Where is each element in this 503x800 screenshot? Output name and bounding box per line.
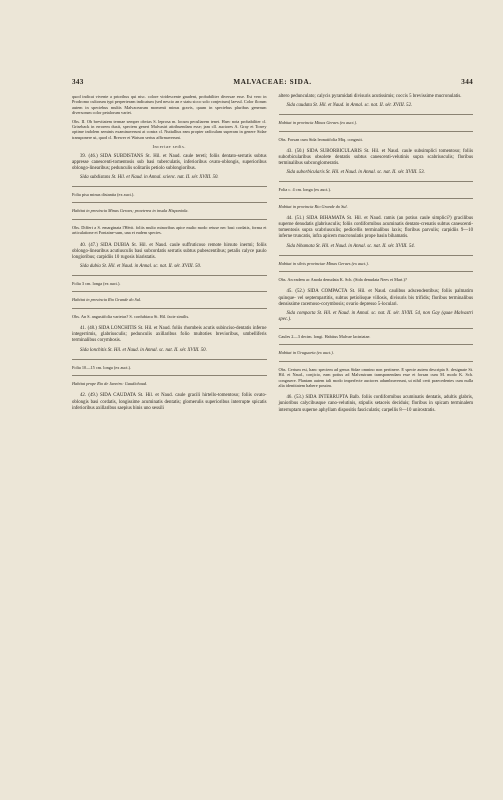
divider	[72, 359, 267, 360]
species-entry-41: 41. (48.) SIDA LONCHITIS St. Hil. et Naud. foliis rhombeis acutis subinciso-dentatis inferne integerrimis, glabriusculis; pedunculis axillaribus folio multoties brevioribus, umbelliferis terminalibus corymbosis.	[72, 326, 267, 344]
habitat-39: Habitat in provincia Minas Geraes; praeterea in insula Hispaniola.	[72, 208, 189, 214]
synonym-40: Sida dubia St. Hil. et Naud. in Annal. sc. nat. II. sér. XVIII. 50.	[80, 263, 202, 269]
right-column	[279, 94, 474, 417]
note-40: Folia 3 cm. longa (ex auct.).	[72, 281, 121, 287]
obs-42: Obs. Forsan cum Sida leonatifolia Miq. congruit.	[278, 136, 363, 142]
note-43: Folia c. 4 cm. longa (ex auct.).	[278, 187, 332, 193]
divider	[279, 328, 474, 329]
left-column	[72, 94, 267, 417]
habitat-43: Habitat in provincia Rio Grande do Sul.	[278, 203, 348, 209]
habitat-40: Habitat in provincia Rio Grande do Sul.	[72, 297, 142, 303]
species-entry-45: 45. (52.) SIDA COMPACTA St. Hil. et Naud. caulibus adscendentibus; foliis palmatim quinque- vel septempartitis, subtus petiolisque villosis, divisuris bis trifidis; floribus terminalibus densissime racemoso-corymbosis; ovario depresso 5-loculari.	[278, 289, 473, 307]
species-entry-40: 40. (47.) SIDA DUBIA St. Hil. et Naud. caule suffruticoso remote hirsuto inermi; foliis oblongo-linearibus acutiusculis basi subcordatis serratis subtus pubescentibus; petalis calyce paulo longioribus; carpidiis 10 rugosis biaristatis.	[72, 242, 267, 260]
species-entry-42: 42. (49.) SIDA CAUDATA St. Hil. et Naud. caule gracili hirtello-tomentoso; foliis ovato-oblongis basi cordatis, longissime acuminatis dentatis; glomerulis superioribus interrupte spicatis inferioribus axillaribus saepius binis uno sessili	[72, 393, 267, 411]
divider	[72, 186, 267, 187]
divider	[279, 198, 474, 199]
divider	[279, 271, 474, 272]
obs-39: Obs. Differt a S. emarginata l'Hérit. foliis multo minoribus apice multo modo retuse nec basi cordatis, forma et articulatione et Fontaine-sum, una et eadem species.	[72, 224, 267, 236]
synonym-39: Sida subdistans St. Hil. et Naud. in Annal. scienc. nat. II. sér. XVIII. 50.	[80, 174, 219, 180]
species-entry-44: 44. (51.) SIDA BIHAMATA St. Hil. et Naud. ramis (an potius caule simplici?) gracilibus superne denudatis glabriusculis; foliis cordiformibus acuminatis dentato-crenatis subtus canescenti-tomentosis supra scabriusculis; pedicellis terminalibus laxis; floribus parvulis; carpidiis 9—10 inferne truncatis, infra apicem mucronulatis prope basin bihamatis.	[278, 216, 473, 240]
divider	[72, 291, 267, 292]
species-entry-46: 46. (53.) SIDA INTERRUPTA Balb. foliis cordiformibus acuminatis dentatis, adultis glabris, junioribus calycibusque cano-velutinis, stipulis setaceis deciduis; floribus in spicam terminalem interruptam superne aphyllam dispositis fasciculatis; carpellis 8—10 unirostratis.	[278, 395, 473, 413]
note-41: Folia 10—15 cm. longa (ex auct.).	[72, 364, 132, 370]
divider	[279, 255, 474, 256]
page-number-right: 344	[461, 78, 473, 86]
divider	[72, 275, 267, 276]
divider	[279, 181, 474, 182]
running-title: MALVACEAE: SIDA.	[233, 78, 312, 86]
habitat-41: Habitat prope Rio de Janeiro: Gaudichaud.	[72, 381, 148, 387]
obs-40: Obs. An S. angustifolia varietas? S. cordubiaca St. Hil. facie similis.	[72, 313, 190, 319]
divider	[72, 219, 267, 220]
divider	[279, 114, 474, 115]
species-entry-39: 39. (46.) SIDA SUBDISTANS St. Hil. et Naud. caule tereti; foliis dentato-serratis subtus appresse canescenti-tomentosis sub basi tuberculatis, inferioribus ovato-oblongis, superioribus oblongo-linearibus; pedunculis solitariis petiolo sublongioribus.	[72, 153, 267, 171]
observation-paragraph: Obs. II. Ob brevitatem termae semper obvias S. leprosa m. locum peculiarem tenet. Haec nota probabiliter cl. Griseback in errorem duxit, speciem generi Malvastri attribuendam esse; jam cll. auctores A. Gray et Torrey optime indolem seminis examinaverunt at contra cl. Nuttallius eam propter radiculam superam in genere Sidae transponere ut, quod cl. Brewer et Watson serius affirmaverunt.	[72, 118, 267, 140]
divider	[72, 202, 267, 203]
running-header	[72, 78, 473, 86]
obs-45: Obs. Certum est, hanc speciem ad genus Sidae omnino non pertinere. E specie autem descripta S. designate St. Hil. et Naud., conjicio, eam potius ad Malvastrum transponendam esse et forsan cum M. modo K. Sch. congruere. Plantam autem tali modo imperfecte auctores adumbraverunt, ut nihil certi praecedentes cum nulla alia identitatem habere possim.	[278, 366, 473, 388]
species-entry-43: 43. (50.) SIDA SUBORBICULARIS St. Hil. et Naud. caule subsimplici tomentoso; foliis suborbicularibus obsolete dentatis subtus canescenti-velutinis supra scabriusculis; floribus terminalibus subconglomeratis.	[278, 149, 473, 167]
continuation-42: altero pedunculato; calycis pyramidati divisuris acutissimis; coccis 5 brevissime mucronulatis.	[278, 94, 462, 99]
synonym-44: Sida bihamata St. Hil. et Naud. in Annal. sc. nat. II. sér. XVIII. 54.	[286, 243, 415, 249]
divider	[279, 344, 474, 345]
page-number-left: 343	[72, 78, 84, 86]
habitat-45: Habitat in Uruguaria (ex auct.).	[278, 350, 334, 356]
divider	[72, 375, 267, 376]
synonym-41: Sida lonchitis St. Hil. et Naud. in Annal. sc. nat. II. sér. XVIII. 50.	[80, 347, 207, 353]
habitat-42: Habitat in provincia Minas Geraes (ex auct.).	[278, 120, 358, 126]
divider	[279, 131, 474, 132]
synonym-42: Sida caudata St. Hil. et Naud. in Annal. sc. nat. II. sér. XVIII. 52.	[286, 103, 413, 109]
synonym-45: Sida compacta St. Hil. et Naud. in Annal. sc. nat. II. sér. XVIII. 54, non Gay (quae Malvastri spec.).	[278, 310, 473, 322]
synonym-43: Sida suborbicularis St. Hil. et Naud. in Annal. sc. nat. II. sér. XVIII. 53.	[286, 170, 425, 176]
habitat-44: Habitat in silvis provinciae Minas Geraes (ex auct.).	[278, 260, 369, 266]
note-45: Caules 2—3 decim. longi. Habitus Malvae laciniatae.	[278, 333, 371, 339]
two-columns	[72, 94, 473, 417]
incertae-sedis-heading: Incertae sedis.	[152, 144, 187, 150]
obs-44: Obs. An eadem ac Anoda denudata K. Sch. (Sida denudata Nees et Mart.)?	[278, 277, 407, 283]
divider	[279, 361, 474, 362]
note-39: Folia pisa minus distantia (ex auct.).	[72, 192, 135, 198]
divider	[72, 308, 267, 309]
intro-paragraph: quod indicat vivente a priorihus qui nisc. colore viridescente gaudent, probabiliter diversae esse. Est vero in Prodromo cultorum typi perperteram indicatum (sed nescio an e statu sicco solo conjectum) laevul. Color florum autem in speciebus multis Malvacearum momenti minus gravis, quum in speciebus pluribus generum diversorum color petalorum variet.	[72, 94, 267, 116]
